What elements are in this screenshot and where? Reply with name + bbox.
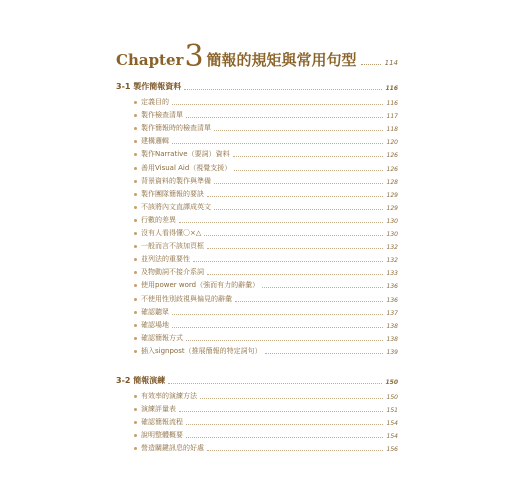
dot-leader [179, 411, 383, 412]
toc-entry-text: 行數的差異 [141, 215, 176, 224]
dot-leader [172, 327, 383, 328]
toc-entry [116, 107, 398, 120]
toc-entry-page-number: 116 [386, 100, 398, 108]
bullet-dot-icon [134, 153, 137, 156]
bullet-dot-icon [134, 324, 137, 327]
toc-entry [116, 290, 398, 303]
section-heading [116, 374, 398, 386]
dot-leader [172, 314, 383, 315]
dot-leader [172, 104, 383, 105]
bullet-dot-icon [134, 350, 137, 353]
section-3-2 [116, 374, 398, 453]
toc-entry [116, 173, 398, 186]
toc-entry-text: 並列法的重要性 [141, 255, 190, 264]
toc-entry-page-number: 154 [386, 420, 398, 428]
toc-entry-text: 背景資料的製作與準備 [141, 176, 211, 185]
toc-entry-page-number: 154 [386, 433, 398, 441]
dot-leader [207, 450, 383, 451]
bullet-dot-icon [134, 232, 137, 235]
dot-leader [184, 89, 382, 90]
toc-entry [116, 427, 398, 440]
bullet-dot-icon [134, 408, 137, 411]
toc-entry [116, 212, 398, 225]
toc-entry-page-number: 138 [386, 322, 398, 330]
toc-entry-text: 善用Visual Aid（視覺支援） [141, 163, 232, 172]
section-page-number: 150 [385, 379, 398, 386]
bullet-dot-icon [134, 180, 137, 183]
dot-leader [172, 143, 383, 144]
dot-leader [235, 301, 383, 302]
toc-entry-page-number: 128 [386, 178, 398, 186]
toc-entry-page-number: 130 [386, 217, 398, 225]
bullet-dot-icon [134, 193, 137, 196]
bullet-dot-icon [134, 271, 137, 274]
toc-entry-page-number: 129 [386, 204, 398, 212]
chapter-number: 3 [184, 39, 204, 74]
bullet-dot-icon [134, 245, 137, 248]
dot-leader [204, 235, 383, 236]
toc-entry-text: 建構邏輯 [141, 137, 169, 146]
bullet-dot-icon [134, 447, 137, 450]
chapter-title: 簡報的規矩與常用句型 [206, 51, 357, 69]
toc-entry-text: 及物動詞不接介系詞 [141, 268, 204, 277]
toc-entry-page-number: 117 [386, 113, 398, 121]
toc-entry-text: 確認場地 [141, 320, 169, 329]
toc-entry-page-number: 132 [386, 257, 398, 265]
toc-entry-page-number: 129 [386, 191, 398, 199]
toc-entry-page-number: 151 [386, 407, 398, 415]
toc-entry-text: 沒有人看得懂〇×△ [141, 229, 202, 238]
toc-entry-page-number: 156 [386, 446, 398, 454]
section-title: 3-2 簡報演練 [116, 376, 166, 385]
dot-leader [193, 261, 383, 262]
bullet-dot-icon [134, 395, 137, 398]
toc-entry [116, 414, 398, 427]
chapter-word: Chapter [116, 51, 184, 69]
toc-entry-page-number: 118 [386, 126, 398, 134]
toc-entry-text: 製作Narrative（要詞）資料 [141, 150, 230, 159]
toc-entry-text: 定義目的 [141, 98, 169, 107]
dot-leader [200, 398, 383, 399]
toc-entry [116, 199, 398, 212]
toc-entry-text: 製作檢查清單 [141, 111, 183, 120]
toc-entry-page-number: 133 [386, 270, 398, 278]
chapter-heading [116, 39, 398, 74]
section-page-number: 116 [385, 85, 398, 92]
toc-entry-text: 演練評量表 [141, 405, 176, 414]
toc-entry-text: 確認聽眾 [141, 307, 169, 316]
bullet-dot-icon [134, 337, 137, 340]
toc-entry [116, 264, 398, 277]
toc-entry-page-number: 136 [386, 283, 398, 291]
toc-entry [116, 330, 398, 343]
dot-leader [233, 156, 383, 157]
toc-entry-text: 使用power word（強而有力的辭彙） [141, 281, 260, 290]
dot-leader [207, 248, 383, 249]
toc-entry-page-number: 137 [386, 309, 398, 317]
bullet-dot-icon [134, 298, 137, 301]
bullet-dot-icon [134, 114, 137, 117]
toc-entry-page-number: 120 [386, 139, 398, 147]
toc-entry [116, 277, 398, 290]
dot-leader [179, 222, 383, 223]
toc-entry [116, 225, 398, 238]
toc-entry-text: 一般而言不該加頁框 [141, 242, 204, 251]
toc-entry-page-number: 136 [386, 296, 398, 304]
bullet-dot-icon [134, 258, 137, 261]
toc-entry [116, 133, 398, 146]
toc-entry-text: 插入signpost（推展簡報的特定詞句） [141, 346, 262, 355]
chapter-page-number: 114 [384, 59, 398, 67]
toc-entry-page-number: 150 [386, 394, 398, 402]
toc-entry [116, 304, 398, 317]
toc-entry-text: 製作簡報時的檢查清單 [141, 124, 211, 133]
bullet-dot-icon [134, 140, 137, 143]
dot-leader [186, 117, 383, 118]
section-3-1 [116, 80, 398, 356]
bullet-dot-icon [134, 206, 137, 209]
section-items [116, 94, 398, 356]
toc-entry [116, 159, 398, 172]
toc-entry-text: 有效率的演練方法 [141, 392, 197, 401]
toc-entry-text: 不該將內文直譯成英文 [141, 202, 211, 211]
dot-leader [265, 353, 383, 354]
dot-leader [262, 287, 383, 288]
toc-entry [116, 120, 398, 133]
bullet-dot-icon [134, 284, 137, 287]
toc-entry [116, 401, 398, 414]
toc-entry-text: 製作團隊簡報的要訣 [141, 189, 204, 198]
toc-entry-page-number: 132 [386, 244, 398, 252]
bullet-dot-icon [134, 421, 137, 424]
dot-leader [214, 130, 383, 131]
dot-leader [168, 383, 382, 384]
section-title: 3-1 製作簡報資料 [116, 82, 182, 91]
toc-entry-text: 說明整體概要 [141, 431, 183, 440]
bullet-dot-icon [134, 127, 137, 130]
toc-entry-page-number: 139 [386, 348, 398, 356]
toc-entry [116, 186, 398, 199]
dot-leader [234, 170, 383, 171]
dot-leader [186, 437, 383, 438]
toc-entry-page-number: 130 [386, 231, 398, 239]
toc-entry [116, 343, 398, 356]
toc-entry-page-number: 138 [386, 335, 398, 343]
toc-entry-text: 確認簡報方式 [141, 333, 183, 342]
toc-entry-text: 不使用性別歧視與偏見的辭彙 [141, 294, 232, 303]
bullet-dot-icon [134, 101, 137, 104]
bullet-dot-icon [134, 167, 137, 170]
toc-entry [116, 146, 398, 159]
toc-entry [116, 317, 398, 330]
toc-entry [116, 251, 398, 264]
bullet-dot-icon [134, 311, 137, 314]
toc-entry [116, 440, 398, 453]
dot-leader [214, 183, 383, 184]
toc-entry-text: 確認簡報流程 [141, 418, 183, 427]
dot-leader [186, 340, 383, 341]
toc-entry-page-number: 126 [386, 152, 398, 160]
toc-entry-page-number: 126 [386, 165, 398, 173]
dot-leader [207, 274, 383, 275]
bullet-dot-icon [134, 219, 137, 222]
toc-entry [116, 94, 398, 107]
section-heading [116, 80, 398, 92]
toc-entry-text: 營造關鍵訊息的好處 [141, 444, 204, 453]
toc-entry [116, 388, 398, 401]
toc-entry [116, 238, 398, 251]
dot-leader [214, 209, 383, 210]
dot-leader [186, 424, 383, 425]
section-items [116, 388, 398, 453]
dot-leader [361, 64, 381, 65]
bullet-dot-icon [134, 434, 137, 437]
dot-leader [207, 196, 383, 197]
